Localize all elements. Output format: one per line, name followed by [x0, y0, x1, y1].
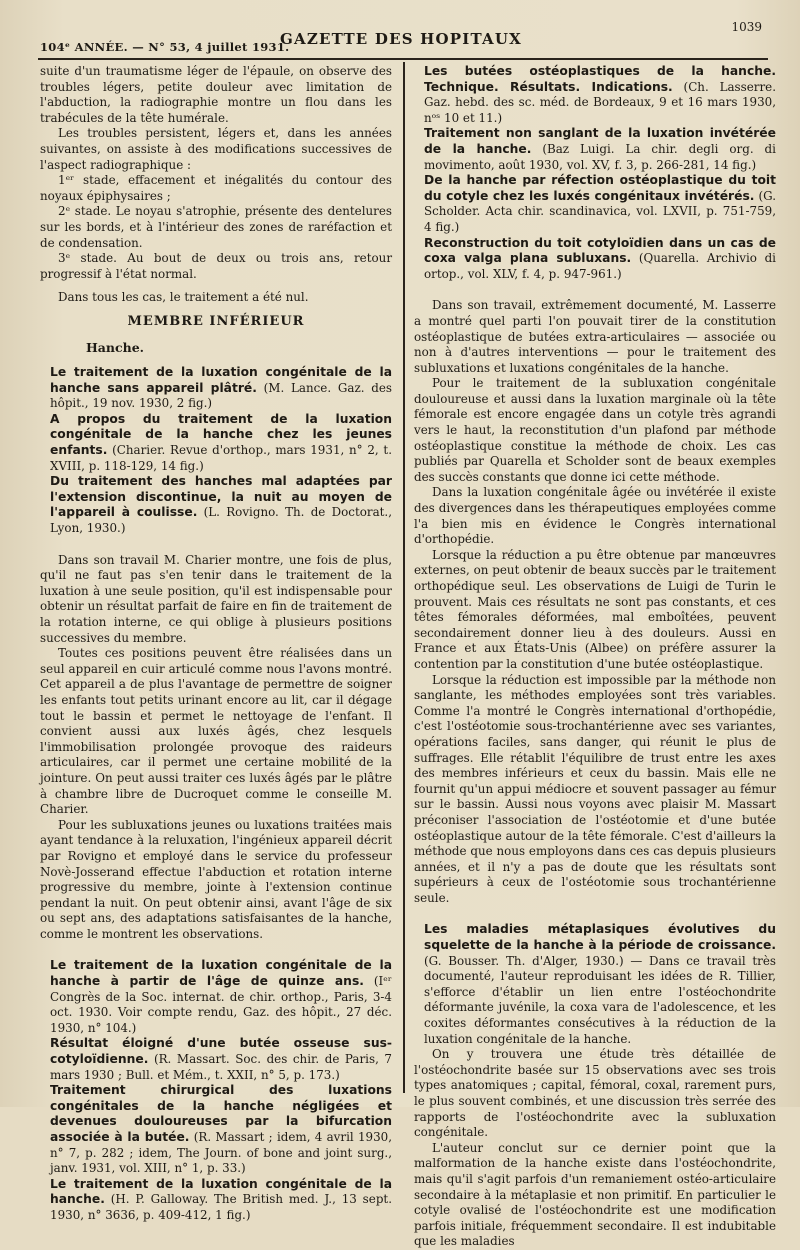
paragraph: On y trouvera une étude très détaillée de l'ostéochondrite basée sur 15 observations avec ses trois types anatomiques ; capital, fémoral, coxal, rarement purs, le plus souvent combinés, et une discussion très serrée des rapports de l'ostéochondrite avec la subluxation congénitale. — [414, 1047, 776, 1140]
page-header — [40, 18, 762, 58]
paragraph: Dans la luxation congénitale âgée ou invétérée il existe des divergences dans les thérapeutiques employées comme l'a bien mis en évidence le Congrès international d'orthopédie. — [414, 485, 776, 547]
reference-citation: (L. Rovigno. Th. de Doctorat., Lyon, 1930.) — [50, 505, 392, 536]
paragraph: 3ᵉ stade. Au bout de deux ou trois ans, retour progressif à l'état normal. — [40, 251, 392, 281]
paragraph: Toutes ces positions peuvent être réalisées dans un seul appareil en cuir articulé comme nous l'avons montré. Cet appareil a de plus l'avantage de permettre de soigner les enfants tout petits urinant encore au lit, car il dégage tout le bassin et permet le nettoyage de l'enfant. Il convient aussi aux luxés âgés, chez lesquels l'immobilisation prolongée provoque des raideurs articulaires, car il permet une certaine mobilité de la jointure. On peut aussi traiter ces luxés âgés par le plâtre à chambre libre de Ducroquet comme le conseille M. Charier. — [40, 646, 392, 817]
reference-citation: (G. Bousser. Th. d'Alger, 1930.) — Dans ce travail très documenté, l'auteur reproduisant les idées de R. Tillier, s'efforce d'établir un lien entre l'ostéochondrite déformante juvénile, la coxa vara de l'adolescence, et les coxites déformantes consécutives à la réduction de la luxation congénitale de la hanche. — [424, 953, 776, 1046]
subsection-heading: Hanche. — [86, 339, 145, 355]
issue-info: 104ᵉ ANNÉE. — N° 53, 4 juillet 1931. — [40, 40, 290, 54]
reference-entry — [40, 1083, 392, 1177]
reference-entry — [414, 126, 776, 173]
reference-title: Le traitement de la luxation congénitale de la hanche. — [50, 1176, 392, 1207]
paragraph: Lorsque la réduction est impossible par la méthode non sanglante, les méthodes employées sont très variables. Comme l'a montré le Congrès international d'orthopédie, c'est l'ostéotomie sous-trochantérienne avec ses variantes, opérations faciles, sans danger, qui réunit le plus de suffrages. Elle rétablit l'équilibre de trust entre les axes des membres inférieurs et ceux du bassin. Mais elle ne fournit qu'un appui médiocre et souvent passager au fémur sur le bassin. Aussi nous voyons avec plaisir M. Massart préconiser l'association de l'ostéotomie et d'une butée ostéoplastique autour de la tête fémorale. C'est d'ailleurs la méthode que nous employons dans ces cas depuis plusieurs années, et il n'y a pas de doute que les résultats sont supérieurs à ceux de l'ostéotomie sous trochantérienne seule. — [414, 672, 776, 905]
paragraph: 2ᵉ stade. Le noyau s'atrophie, présente des dentelures sur les bords, et à l'intérieur des zones de raréfaction et de condensation. — [40, 204, 392, 250]
reference-entry — [414, 64, 776, 126]
page-number: 1039 — [731, 20, 762, 34]
reference-citation: (Ch. Lasserre. Gaz. hebd. des sc. méd. de Bordeaux, 9 et 16 mars 1930, nᵒˢ 10 et 11.) — [424, 79, 776, 125]
reference-title: Traitement non sanglant de la luxation invétérée de la hanche. — [424, 126, 776, 156]
reference-title: Le traitement de la luxation congénitale de la hanche à partir de l'âge de quinze ans. — [50, 958, 392, 989]
paragraph: Dans son travail, extrêmement documenté, M. Lasserre a montré quel parti l'on pouvait tirer de la constitution ostéoplastique de butées extra-articulaires — associée ou non à d'autres interventions — pour le traitement des subluxations et luxations congénitales de la hanche. — [414, 298, 776, 375]
reference-citation: (R. Massart ; idem, 4 avril 1930, n° 7, p. 282 ; idem, The Journ. of bone and joint surg., janv. 1931, vol. XIII, n° 1, p. 33.) — [50, 1130, 392, 1176]
reference-entry — [40, 958, 392, 1036]
reference-citation: (H. P. Galloway. The British med. J., 13 sept. 1930, n° 3636, p. 409-412, 1 fig.) — [50, 1192, 392, 1222]
reference-entry — [40, 1036, 392, 1083]
reference-title: Reconstruction du toit cotyloïdien dans un cas de coxa valga plana subluxans. — [424, 235, 776, 266]
paragraph: Dans tous les cas, le traitement a été nul. — [58, 290, 309, 305]
right-column — [414, 64, 776, 1249]
reference-citation: (Baz Luigi. La chir. degli org. di movimento, août 1930, vol. XV, f. 3, p. 266-281, 14 fig.) — [424, 141, 776, 172]
reference-entry — [40, 365, 392, 412]
reference-citation: (Iᵉʳ Congrès de la Soc. internat. de chir. orthop., Paris, 3-4 oct. 1930. Voir compte rendu, Gaz. des hôpit., 27 déc. 1930, n° 104.) — [50, 974, 392, 1035]
paragraph: Pour le traitement de la subluxation congénitale douloureuse et aussi dans la luxation marginale où la tête fémorale est encore engagée dans un cotyle très agrandi vers le haut, la reconstitution d'un plafond par méthode ostéoplastique constitue la méthode de choix. Les cas publiés par Quarella et Scholder sont de beaux exemples des succès constants que donne ici cette méthode. — [414, 376, 776, 484]
reference-entry — [414, 173, 776, 235]
column-separator — [403, 62, 405, 1093]
paragraph: 1ᵉʳ stade, effacement et inégalités du contour des noyaux épiphysaires ; — [40, 173, 392, 203]
reference-citation: (Quarella. Archivio di ortop., vol. XLV, f. 4, p. 947-961.) — [424, 251, 776, 281]
reference-title: A propos du traitement de la luxation congénitale de la hanche chez les jeunes enfants. — [50, 411, 392, 458]
reference-title: Du traitement des hanches mal adaptées par l'extension discontinue, la nuit au moyen de l'appareil à coulisse. — [50, 474, 392, 520]
reference-entry — [414, 922, 776, 1047]
paragraph: L'auteur conclut sur ce dernier point que la malformation de la hanche existe dans l'ostéochondrite, mais qu'il s'agit parfois d'un remaniement ostéo-articulaire secondaire à la métaplasie et non primitif. En particulier le cotyle ovalisé de l'ostéochondrite est une modification parfois initiale, fréquemment secondaire. Il est indubitable que les maladies — [414, 1140, 776, 1249]
paragraph: Dans son travail M. Charier montre, une fois de plus, qu'il ne faut pas s'en tenir dans le traitement de la luxation à une seule position, qu'il est indispensable pour obtenir un résultat parfait de faire en fin de traitement de la rotation interne, ce qui oblige à plusieurs positions successives du membre. — [40, 552, 392, 645]
reference-title: De la hanche par réfection ostéoplastique du toit du cotyle chez les luxés congénitaux invétérés. — [424, 173, 776, 203]
reference-citation: (G. Scholder. Acta chir. scandinavica, vol. LXVII, p. 751-759, 4 fig.) — [424, 188, 776, 234]
reference-title: Les butées ostéoplastiques de la hanche. Technique. Résultats. Indications. — [424, 64, 776, 94]
reference-entry — [40, 474, 392, 536]
reference-title: Résultat éloigné d'une butée osseuse sus-cotyloïdienne. — [50, 1036, 392, 1067]
paragraph: Pour les subluxations jeunes ou luxations traitées mais ayant tendance à la reluxation, l'ingénieux appareil décrit par Rovigno et employé dans le service du professeur Novè-Josserand effectue l'abduction et rotation interne progressive du membre, jointe à l'extension continue pendant la nuit. On peut obtenir ainsi, avant l'âge de six ou sept ans, des adaptations satisfaisantes de la hanche, comme le montrent les observations. — [40, 817, 392, 941]
reference-citation: (M. Lance. Gaz. des hôpit., 19 nov. 1930, 2 fig.) — [50, 380, 392, 411]
journal-title: GAZETTE DES HOPITAUX — [279, 30, 522, 48]
reference-title: Les maladies métaplasiques évolutives du squelette de la hanche à la période de croissance. — [424, 922, 776, 953]
reference-title: Le traitement de la luxation congénitale de la hanche sans appareil plâtré. — [50, 365, 392, 395]
reference-entry — [40, 1177, 392, 1224]
reference-entry — [40, 412, 392, 474]
header-rule — [38, 58, 768, 60]
left-column — [40, 64, 392, 1222]
reference-entry — [414, 236, 776, 283]
paragraph: Lorsque la réduction a pu être obtenue par manœuvres externes, on peut obtenir de beaux succès par le traitement orthopédique seul. Les observations de Luigi de Turin le prouvent. Mais ces résultats ne sont pas constants, et ces têtes fémorales déformées, mal emboîtées, peuvent secondairement donner lieu à des douleurs. Aussi en France et aux États-Unis (Albee) on préfère assurer la contention par la constitution d'une butée ostéoplastique. — [414, 547, 776, 671]
reference-citation: (Charier. Revue d'orthop., mars 1931, n° 2, t. XVIII, p. 118-129, 14 fig.) — [50, 443, 392, 473]
paragraph: suite d'un traumatisme léger de l'épaule, on observe des troubles légers, petite douleur avec limitation de l'abduction, la radiographie montre un flou dans les trabécules de la tête humérale. — [40, 64, 392, 125]
reference-citation: (R. Massart. Soc. des chir. de Paris, 7 mars 1930 ; Bull. et Mém., t. XXII, n° 5, p. 173.) — [50, 1052, 392, 1082]
reference-title: Traitement chirurgical des luxations congénitales de la hanche négligées et devenues douloureuses par la bifurcation associée à la butée. — [50, 1083, 392, 1144]
paragraph: Les troubles persistent, légers et, dans les années suivantes, on assiste à des modifications successives de l'aspect radiographique : — [40, 126, 392, 172]
section-heading: MEMBRE INFÉRIEUR — [127, 313, 305, 329]
